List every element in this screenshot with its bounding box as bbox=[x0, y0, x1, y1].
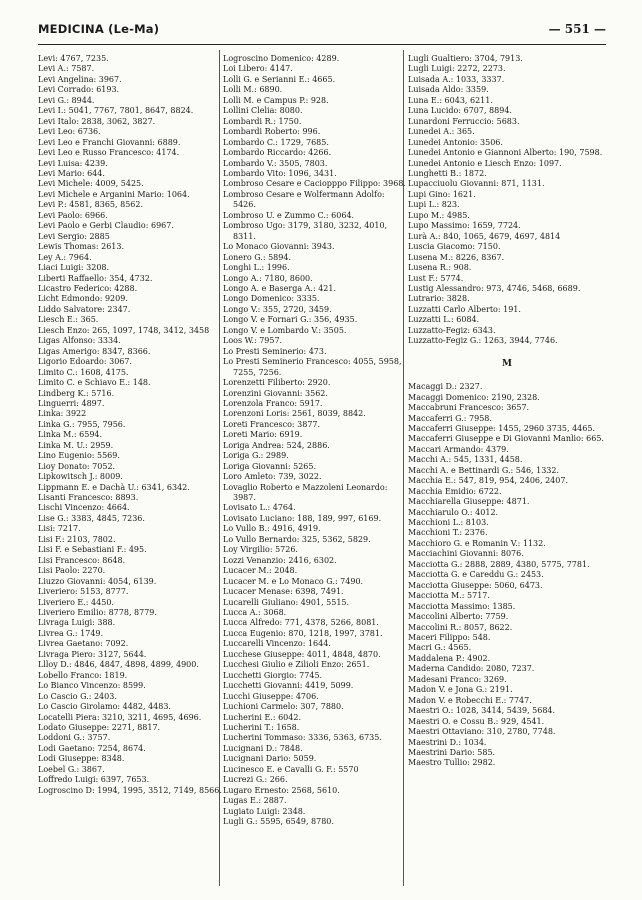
index-entry: Lindberg K.: 5716. bbox=[38, 388, 115, 398]
index-entry: Macchia Emidio: 6722. bbox=[408, 486, 502, 496]
index-entry: Lugli Luigi: 2272, 2273. bbox=[408, 64, 506, 74]
index-entry: Lisi F. e Sebastiani F.: 495. bbox=[38, 545, 147, 555]
index-entry: Limito C. e Schiavo E.: 148. bbox=[38, 378, 151, 388]
index-entry: Lucchi Giuseppe: 4706. bbox=[223, 691, 319, 701]
index-entry: Maestri O.: 1028, 3414, 5439, 5684. bbox=[408, 706, 556, 716]
index-entry: Levi Paolo: 6966. bbox=[38, 210, 108, 220]
index-entry: Macchi A. e Bettinardi G.: 546, 1332. bbox=[408, 465, 560, 475]
index-entry: Lunedei Antonio e Giannoni Alberto: 190, 7598. bbox=[408, 148, 603, 158]
index-entry: Lunardoni Ferruccio: 5683. bbox=[408, 116, 520, 126]
index-entry: Loro Amleto: 739, 3022. bbox=[223, 472, 322, 482]
index-entry: Lo Cascio G.: 2403. bbox=[38, 691, 117, 701]
index-entry: Luzzatti L.: 6084. bbox=[408, 315, 480, 325]
index-entry: Lucinesco E. e Cavalli G. F.: 5570 bbox=[223, 764, 359, 774]
index-entry: Lunedei Antonio: 3506. bbox=[408, 137, 503, 147]
index-entry: Lucignani Dario: 5059. bbox=[223, 754, 317, 764]
index-entry: Loreti Mario: 6919. bbox=[223, 430, 303, 440]
index-column-1 bbox=[38, 54, 224, 796]
index-entry: Lutrario: 3828. bbox=[408, 294, 470, 304]
index-entry: Linka G.: 7955, 7956. bbox=[38, 419, 126, 429]
index-entry: Loy Virgilio: 5726. bbox=[223, 545, 298, 555]
index-entry: Livrea Gaetano: 7092. bbox=[38, 639, 129, 649]
index-entry: Ligas Alfonso: 3334. bbox=[38, 336, 121, 346]
index-entry: Livrea G.: 1749. bbox=[38, 628, 104, 638]
index-entry: Lo Presti Seminerio: 473. bbox=[223, 346, 327, 356]
index-entry: Levi A.: 7587. bbox=[38, 64, 95, 74]
index-entry: Levi Leo e Russo Francesco: 4174. bbox=[38, 148, 180, 158]
index-entry: Levi I.: 5041, 7767, 7801, 8647, 8824. bbox=[38, 106, 194, 116]
index-entry: Macchioro G. e Romanin V.: 1132. bbox=[408, 538, 546, 548]
page-title: MEDICINA (Le-Ma) bbox=[38, 22, 160, 36]
index-entry: Lucarelli Giuliano: 4901, 5515. bbox=[223, 597, 350, 607]
page-header bbox=[38, 22, 606, 42]
index-entry: Lonero G.: 5894. bbox=[223, 252, 291, 262]
index-entry: Lombardi R.: 1750. bbox=[223, 116, 302, 126]
index-entry: Lombardo V.: 3505, 7803. bbox=[223, 158, 328, 168]
index-entry: Longo V. e Fornari G.: 356, 4935. bbox=[223, 315, 358, 325]
index-entry: Maccolini Alberto: 7759. bbox=[408, 612, 509, 622]
index-entry: Lombroso Cesare e Caciopppo Filippo: 3968. bbox=[223, 179, 406, 189]
index-entry: Lisi Paolo: 2270. bbox=[38, 566, 106, 576]
index-entry: Linka: 3922 bbox=[38, 409, 87, 419]
index-entry: Luisada Aldo: 3359. bbox=[408, 85, 489, 95]
index-entry: Lustig Alessandro: 973, 4746, 5468, 6689. bbox=[408, 283, 581, 293]
index-entry: Lovaglio Roberto e Mazzoleni Leonardo: 3987. bbox=[223, 482, 388, 503]
index-entry: Lupi L.: 823. bbox=[408, 200, 460, 210]
index-entry: Locatelli Piera: 3210, 3211, 4695, 4696. bbox=[38, 712, 202, 722]
index-entry: Lunedei Antonio e Liesch Enzo: 1097. bbox=[408, 158, 562, 168]
index-entry: Lise G.: 3383, 4845, 7236. bbox=[38, 513, 145, 523]
index-entry: Luchioni Carmelo: 307, 7880. bbox=[223, 702, 344, 712]
index-entry: Luzzatto-Fegiz G.: 1263, 3944, 7746. bbox=[408, 336, 558, 346]
index-entry: Loffredo Luigi: 6397, 7653. bbox=[38, 775, 150, 785]
index-entry: Luna Lucido: 6707, 8894. bbox=[408, 106, 512, 116]
index-entry: Levi Paolo e Gerbi Claudio: 6967. bbox=[38, 221, 174, 231]
index-entry: Maccabruni Francesco: 3657. bbox=[408, 403, 530, 413]
index-entry: Lippmann E. e Dachà U.: 6341, 6342. bbox=[38, 482, 190, 492]
index-entry: Loos W.: 7957. bbox=[223, 336, 283, 346]
index-entry: Lodato Giuseppe: 2271, 8817. bbox=[38, 723, 161, 732]
index-entry: Lucherini E.: 6042. bbox=[223, 712, 301, 722]
index-entry: Lombardo Riccardo: 4266. bbox=[223, 148, 332, 158]
index-entry: Levi P.: 4581, 8365, 8562. bbox=[38, 200, 144, 210]
index-entry: Lo Bianco Vincenzo: 8599. bbox=[38, 681, 146, 691]
index-entry: Levi Luisa: 4239. bbox=[38, 158, 108, 168]
index-entry: Maestri Ottaviano: 310, 2780, 7748. bbox=[408, 727, 556, 737]
index-entry: Lorenzola Franco: 5917. bbox=[223, 398, 323, 408]
index-entry: Macchioni L.: 8103. bbox=[408, 518, 489, 528]
index-entry: Levi Leo: 6736. bbox=[38, 127, 101, 137]
index-entry: Maccolini R.: 8057, 8622. bbox=[408, 622, 513, 632]
index-entry: Madesani Franco: 3269. bbox=[408, 674, 507, 684]
index-entry: Macchioni T.: 2376. bbox=[408, 528, 488, 538]
index-entry: Macaggi Domenico: 2190, 2328. bbox=[408, 392, 540, 402]
index-entry: Loreti Francesco: 3877. bbox=[223, 419, 321, 429]
index-entry: Logroscino D: 1994, 1995, 3512, 7149, 8566. bbox=[38, 785, 222, 795]
index-entry: Lombardo Vito: 1096, 3431. bbox=[223, 168, 337, 178]
index-entry: Ligas Amerigo: 8347, 8366. bbox=[38, 346, 151, 356]
index-entry: Lupi Gino: 1621. bbox=[408, 189, 476, 199]
index-entry: Lucacer M. e Lo Monaco G.: 7490. bbox=[223, 576, 364, 586]
index-entry: Levi: 4767, 7235. bbox=[38, 54, 109, 63]
index-entry: Lunedei A.: 365. bbox=[408, 127, 475, 137]
index-entry: Licht Edmondo: 9209. bbox=[38, 294, 128, 304]
index-entry: Lisanti Francesco: 8893. bbox=[38, 493, 139, 503]
index-entry: Livraga Piero: 3127, 5644. bbox=[38, 649, 147, 659]
index-entry: Macaggi D.: 2327. bbox=[408, 382, 483, 392]
index-entry: Lucchetti Giorgio: 7745. bbox=[223, 670, 323, 680]
index-entry: Lombardi Roberto: 996. bbox=[223, 127, 321, 137]
index-entry: Lo Vullo B.: 4916, 4919. bbox=[223, 524, 321, 534]
index-entry: Levi Sergio: 2885 bbox=[38, 231, 110, 241]
index-entry: Maestrini Dario: 585. bbox=[408, 748, 496, 757]
index-column-3-l-entries bbox=[408, 54, 606, 347]
index-entry: Macchia E.: 547, 819, 954, 2406, 2407. bbox=[408, 476, 568, 486]
index-entry: Lipkowitsch J.: 8009. bbox=[38, 472, 123, 482]
index-entry: Lisi F.: 2103, 7802. bbox=[38, 534, 116, 544]
index-entry: Maddalena P.: 4902. bbox=[408, 653, 491, 663]
index-entry: Luna E.: 6043, 6211. bbox=[408, 95, 493, 105]
index-entry: Loriga G.: 2989. bbox=[223, 451, 289, 461]
index-entry: Lucca A.: 3068. bbox=[223, 608, 287, 618]
index-entry: Lucca Eugenio: 870, 1218, 1997, 3781. bbox=[223, 628, 383, 638]
index-entry: Maccari Armando: 4379. bbox=[408, 444, 509, 454]
index-entry: Maccaferri G.: 7958. bbox=[408, 413, 492, 423]
index-entry: Macciotta M.: 5717. bbox=[408, 591, 490, 601]
index-entry: Lucchesi Giulio e Zilioli Enzo: 2651. bbox=[223, 660, 370, 670]
index-entry: Lusena R.: 908. bbox=[408, 263, 472, 273]
index-entry: Lorenzetti Filiberto: 2920. bbox=[223, 378, 331, 388]
index-entry: Macciachini Giovanni: 8076. bbox=[408, 549, 524, 559]
index-entry: Linka M. U.: 2959. bbox=[38, 440, 114, 450]
index-entry: Lobello Franco: 1819. bbox=[38, 670, 128, 680]
index-entry: Lolli M.: 6890. bbox=[223, 85, 283, 95]
index-entry: Lunghetti B.: 1872. bbox=[408, 168, 487, 178]
index-column-3 bbox=[408, 54, 606, 769]
index-entry: Lisi Francesco: 8648. bbox=[38, 555, 126, 565]
index-entry: Lolli G. e Serianni E.: 4665. bbox=[223, 74, 336, 84]
index-entry: Lucherini T.: 1658. bbox=[223, 723, 300, 732]
index-entry: Lupo Massimo: 1659, 7724. bbox=[408, 221, 521, 231]
index-entry: Lugas E.: 2887. bbox=[223, 796, 287, 806]
index-entry: Levi Mario: 644. bbox=[38, 168, 105, 178]
index-entry: Maestro Tullio: 2982. bbox=[408, 758, 496, 768]
index-entry: Liesch E.: 365. bbox=[38, 315, 99, 325]
index-entry: Lucchetti Giovanni: 4419, 5099. bbox=[223, 681, 354, 691]
index-entry: Longo V.: 355, 2720, 3459. bbox=[223, 304, 332, 314]
index-entry: Maceri Filippo: 548. bbox=[408, 633, 491, 643]
index-entry: Loddoni G.: 3757. bbox=[38, 733, 111, 743]
index-entry: Madon V. e Robecchi E.: 7747. bbox=[408, 695, 532, 705]
index-entry: Lino Eugenio: 5569. bbox=[38, 451, 120, 461]
index-entry: Maestrini D.: 1034. bbox=[408, 737, 487, 747]
index-entry: Lupo M.: 4985. bbox=[408, 210, 470, 220]
index-entry: Lovisato Luciano: 188, 189, 997, 6169. bbox=[223, 513, 382, 523]
index-entry: Lorenzoni Loris: 2561, 8039, 8842. bbox=[223, 409, 366, 419]
index-entry: Levi Michele e Arganini Mario: 1064. bbox=[38, 189, 190, 199]
index-entry: Logroscino Domenico: 4289. bbox=[223, 54, 340, 63]
index-entry: Lugli Gualtiero: 3704, 7913. bbox=[408, 54, 523, 63]
index-entry: Macri G.: 4565. bbox=[408, 643, 472, 653]
index-entry: Lucacer M.: 2048. bbox=[223, 566, 298, 576]
index-entry: Lorenzini Giovanni: 3562. bbox=[223, 388, 328, 398]
index-entry: Lollini Clelia: 8080. bbox=[223, 106, 303, 116]
index-entry: Lovisato L.: 4764. bbox=[223, 503, 296, 513]
index-entry: Liesch Enzo: 265, 1097, 1748, 3412, 3458 bbox=[38, 325, 210, 335]
index-entry: Lugli G.: 5595, 6549, 8780. bbox=[223, 817, 334, 827]
index-entry: Macchiarella Giuseppe: 4871. bbox=[408, 497, 530, 507]
index-entry: Macchi A.: 545, 1331, 4458. bbox=[408, 455, 523, 465]
index-entry: Longo Domenico: 3335. bbox=[223, 294, 320, 304]
index-entry: Ley A.: 7964. bbox=[38, 252, 92, 262]
index-entry: Liveriero E.: 4450. bbox=[38, 597, 114, 607]
header-rule bbox=[38, 44, 606, 45]
index-entry: Licastro Federico: 4288. bbox=[38, 283, 138, 293]
index-entry: Lodi Gaetano: 7254, 8674. bbox=[38, 743, 146, 753]
index-entry: Lo Cascio Girolamo: 4482, 4483. bbox=[38, 702, 171, 712]
index-entry: Lombardo C.: 1729, 7685. bbox=[223, 137, 329, 147]
index-entry: Macciotta G.: 2888, 2889, 4380, 5775, 7781. bbox=[408, 559, 590, 569]
index-entry: Macciotta Giuseppe: 5060, 6473. bbox=[408, 580, 543, 590]
index-entry: Lischi Vincenzo: 4664. bbox=[38, 503, 130, 513]
index-entry: Ligorio Edoardo: 3067. bbox=[38, 357, 132, 367]
index-entry: Loi Libero: 4147. bbox=[223, 64, 293, 74]
index-entry: Macciotta G. e Careddu G.: 2453. bbox=[408, 570, 544, 580]
index-entry: Longo V. e Lombardo V.: 3505. bbox=[223, 325, 347, 335]
index-column-2 bbox=[223, 54, 406, 828]
index-entry: Lucchese Giuseppe: 4011, 4848, 4870. bbox=[223, 649, 381, 659]
index-entry: Luzzatti Carlo Alberto: 191. bbox=[408, 304, 521, 314]
index-entry: Maccaferri Giuseppe e Di Giovanni Manlio: 665. bbox=[408, 434, 604, 444]
index-entry: Luscia Giacomo: 7150. bbox=[408, 242, 501, 252]
index-entry: Maderna Candido: 2080, 7237. bbox=[408, 664, 535, 674]
index-entry: Lolli M. e Campus P.: 928. bbox=[223, 95, 329, 105]
index-entry: Liuzzo Giovanni: 4054, 6139. bbox=[38, 576, 157, 586]
index-entry: Lucherini Tommaso: 3336, 5363, 6735. bbox=[223, 733, 382, 743]
index-entry: Lombroso Cesare e Wolfermann Adolfo: 5426. bbox=[223, 189, 385, 210]
index-entry: Liveriero: 5153, 8777. bbox=[38, 587, 129, 597]
index-entry: Lucca Alfredo: 771, 4378, 5266, 8081. bbox=[223, 618, 379, 628]
index-entry: Lurà A.: 840, 1065, 4679, 4697, 4814 bbox=[408, 231, 561, 241]
index-entry: Lioy Donato: 7052. bbox=[38, 461, 116, 471]
index-entry: Loriga Giovanni: 5265. bbox=[223, 461, 317, 471]
index-entry: Macciotta Massimo: 1385. bbox=[408, 601, 516, 611]
index-entry: Longo A. e Baserga A.: 421. bbox=[223, 283, 337, 293]
index-entry: Linguerri: 4897. bbox=[38, 398, 105, 408]
index-entry: Lugaro Ernesto: 2568, 5610. bbox=[223, 785, 340, 795]
index-column-3-m-entries bbox=[408, 382, 606, 769]
index-entry: Levi Italo: 2838, 3062, 3827. bbox=[38, 116, 156, 126]
index-entry: Lucrezi G.: 266. bbox=[223, 775, 288, 785]
index-entry: Levi Corrado: 6193. bbox=[38, 85, 120, 95]
index-entry: Lodi Giuseppe: 8348. bbox=[38, 754, 125, 764]
section-letter-heading: M bbox=[502, 358, 512, 369]
index-entry: Macchiarulo O.: 4012. bbox=[408, 507, 499, 517]
index-entry: Maestri O. e Cossu B.: 929, 4541. bbox=[408, 716, 545, 726]
index-entry: Levi Michele: 4009, 5425. bbox=[38, 179, 144, 189]
page-number: — 551 — bbox=[548, 22, 606, 36]
index-entry: Luccarelli Vincenzo: 1644. bbox=[223, 639, 331, 649]
index-entry: Lombroso Ugo: 3179, 3180, 3232, 4010, 8311. bbox=[223, 221, 388, 241]
index-entry: Levi G.: 8944. bbox=[38, 95, 95, 105]
index-entry: Loebel G.: 3867. bbox=[38, 764, 105, 774]
index-entry: Lucignani D.: 7848. bbox=[223, 743, 303, 753]
index-entry: Liddo Salvatore: 2347. bbox=[38, 304, 131, 314]
index-entry: Longhi L.: 1996. bbox=[223, 263, 290, 273]
index-entry: Limito C.: 1608, 4175. bbox=[38, 367, 129, 377]
index-entry: Lusena M.: 8226, 8367. bbox=[408, 252, 505, 262]
index-entry: Llloy D.: 4846, 4847, 4898, 4899, 4900. bbox=[38, 660, 199, 670]
index-entry: Levi Angelina: 3967. bbox=[38, 74, 122, 84]
index-entry: Levi Leo e Franchi Giovanni: 6889. bbox=[38, 137, 181, 147]
index-entry: Lombroso U. e Zummo C.: 6064. bbox=[223, 210, 355, 220]
index-entry: Madon V. e Jona G.: 2191. bbox=[408, 685, 513, 695]
index-entry: Loriga Andrea: 524, 2886. bbox=[223, 440, 330, 450]
index-entry: Luzzatto-Fegiz: 6343. bbox=[408, 325, 496, 335]
index-entry: Lo Vullo Bernardo: 325, 5362, 5829. bbox=[223, 534, 371, 544]
index-entry: Lo Monaco Giovanni: 3943. bbox=[223, 242, 335, 252]
index-entry: Liaci Luigi: 3208. bbox=[38, 263, 110, 273]
index-entry: Lucacer Menase: 6398, 7491. bbox=[223, 587, 344, 597]
index-entry: Maccaferri Giuseppe: 1455, 2960 3735, 4465. bbox=[408, 423, 595, 433]
index-entry: Lo Presti Seminerio Francesco: 4055, 5958, 7255, 7256. bbox=[223, 357, 402, 377]
index-entry: Lugiato Luigi: 2348. bbox=[223, 806, 306, 816]
index-entry: Luisada A.: 1033, 3337. bbox=[408, 74, 505, 84]
index-entry: Livraga Luigi: 388. bbox=[38, 618, 116, 628]
index-entry: Liberti Raffaello: 354, 4732. bbox=[38, 273, 153, 283]
index-entry: Longo A.: 7180, 8600. bbox=[223, 273, 313, 283]
index-entry: Liveriero Emilio: 8778, 8779. bbox=[38, 608, 157, 618]
index-entry: Linka M.: 6594. bbox=[38, 430, 103, 440]
index-entry: Lisi: 7217. bbox=[38, 524, 81, 534]
index-entry: Lozzi Venanzio: 2416, 6302. bbox=[223, 555, 337, 565]
index-entry: Lupacciuolu Giovanni: 871, 1131. bbox=[408, 179, 545, 189]
index-entry: Lust F.: 5774. bbox=[408, 273, 464, 283]
index-entry: Lewis Thomas: 2613. bbox=[38, 242, 125, 252]
